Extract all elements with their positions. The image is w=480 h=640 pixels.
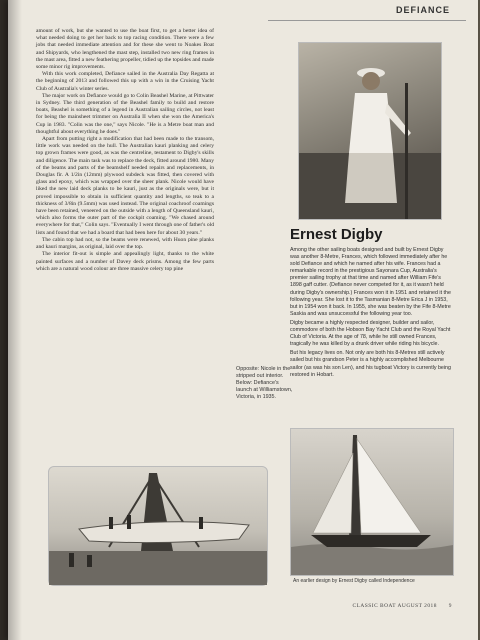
paragraph: But his legacy lives on. Not only are both his 8-Metres still actively sailed but his grandson Peter is a highly accomplished Melbourne sailor (as was his son Len), and his tugboat Victory is currently being restored in Hobart. — [290, 350, 451, 378]
article-left-column — [36, 28, 214, 273]
ernest-digby-photo — [298, 42, 442, 220]
independence-yacht-photo — [290, 428, 454, 576]
page-footer — [353, 603, 453, 609]
launch-crane-illustration — [49, 467, 267, 585]
defiance-launch-photo — [48, 466, 268, 586]
photo-caption-right: An earlier design by Ernest Digby called Independence — [293, 578, 415, 584]
magazine-page — [8, 0, 478, 640]
section-label: DEFIANCE — [395, 5, 450, 15]
section-rule — [268, 20, 466, 21]
footer-publication: CLASSIC BOAT AUGUST 2018 — [352, 603, 437, 609]
paragraph: The cabin top had not, so the beams were renewed, with Huon pine planks and kauri margins, as original, laid over the top. — [36, 236, 214, 251]
sailboat-illustration — [291, 429, 453, 575]
page-gutter-shadow — [8, 0, 22, 640]
magazine-spine — [0, 0, 8, 640]
paragraph: The interior fit-out is simple and appealingly light, thanks to the white painted surfaces and a number of Davey deck prisms. Among the few parts which are a natural wood colour are three massive celery top pine — [36, 251, 214, 272]
paragraph: The major work on Defiance would go to Colin Beashel Marine, at Pittwater in Sydney. The third generation of the Beashel family to build and restore boats, Beashel is something of a legend in Australian sailing circles, not least for being the mainsheet trimmer on Australia II when she won the America's Cup in 1983. "Colin was the one," says Nicole. "He is a Metre boat man and thoughtful about everything he does." — [36, 92, 214, 135]
page-number: 9 — [448, 603, 452, 609]
paragraph: With this work completed, Defiance sailed in the Australia Day Regatta at the beginning of 2013 and followed this up with a win in the Cruising Yacht Club of Australia's winter series. — [36, 71, 214, 92]
paragraph: Digby became a highly respected designer, builder and sailor, commodore of both the Hobson Bay Yacht Club and the Royal Yacht Club of Victoria. At the age of 78, while he still owned Frances, tragically he was killed by a drunk driver while riding his bicycle. — [290, 319, 451, 348]
paragraph: Apart from putting right a modification that had been made to the transom, little work was needed on the hull. The Australian kauri planking and celery top grown frames were good, as was the centreline, testament to Digby's skills and diligence. The main task was to replace the deck, fitted around 1980. Many of the beams and parts of the beamshelf needed repairs and replacements, in Douglas fir. A 1/2in (12mm) plywood subdeck was fitted, then covered with glass and epoxy, which was wrapped over the sheer plank. Nicole would have liked the new laid deck planks to be kauri, just as the originals were, but it proved impossible to obtain in sufficient quantity and lengths, so teak to a thickness of 3/8in (9.5mm) was used instead. The original coachroof coamings have been retained, veneered on the outside with a length of Queensland kauri, which also forms the outer part of the cockpit coaming. "We chased around everywhere for that," Colin says. "Eventually I went through one of father's old lists and found that we had a board that had been here for about 30 years." — [36, 136, 214, 236]
digby-figure-illustration — [299, 43, 441, 219]
photo-caption-left: Opposite: Nicole in the stripped out interior. Below: Defiance's launch at Williamstown, Victoria, in 1935. — [236, 366, 293, 400]
sidebar-text — [290, 247, 452, 381]
sidebar-title: Ernest Digby — [290, 226, 383, 243]
paragraph: amount of work, but she wanted to use the boat first, to get a better idea of what needed doing to get her back to top racing condition. There were a few jobs that needed immediate attention and for these she went to Noakes Boat and Shipyards, who lengthened the mast step, installed two new ring frames in the mast area, fitted a new feathering propeller, tidied up the topsides and made some minor rig improvements. — [36, 28, 214, 71]
paragraph: Among the other sailing boats designed and built by Ernest Digby was another 8-Metre, Frances, which followed immediately after he sold Defiance and which he named after his wife. Frances had a remarkable record in the prestigious Sayonara Cup, Australia's premier sailing trophy at that time and named after William Fife's 1898 gaff cutter. (Defiance never competed for it, as it wasn't held during Digby's ownership.) Frances won it in 1951 and retained it the following year. She lost it to the Tasmanian 8-Metre Erica J in 1953, but in 1954 won it back. In 1955, she was beaten by the Fife 8-Metre Saskia and was unsuccessful the following year too. — [290, 247, 451, 317]
